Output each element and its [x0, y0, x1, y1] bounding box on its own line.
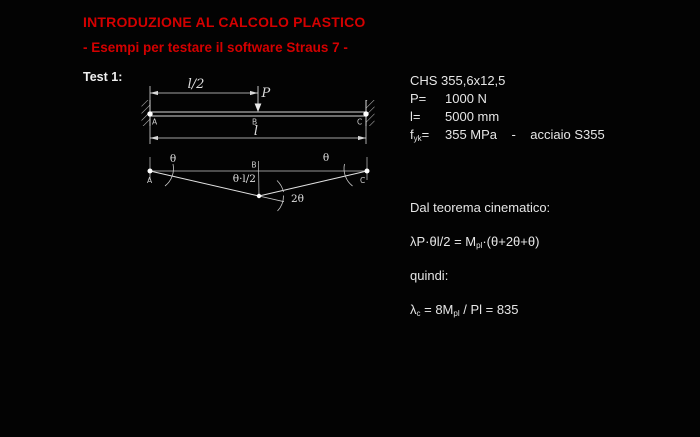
dim-full-arrow-left — [150, 136, 158, 140]
result-tail: / Pl = 835 — [459, 302, 519, 317]
node-b-label: B — [252, 117, 258, 127]
spec-yield-label — [410, 126, 445, 148]
quindi-label: quindi: — [410, 268, 449, 283]
spec-length-label: l= — [410, 109, 421, 124]
mech-b-label: B — [251, 160, 257, 170]
two-theta-label: 2θ — [291, 193, 305, 205]
kinematic-equation — [410, 234, 539, 250]
result-m-subscript: pl — [453, 309, 460, 318]
dim-half-label: l/2 — [187, 77, 205, 92]
mech-extension — [259, 196, 284, 202]
load-label: P — [261, 86, 271, 101]
spec-length-value: 5000 mm — [445, 109, 500, 124]
dim-full-label: l — [253, 124, 259, 139]
spec-yield-value: 355 MPa - acciaio S355 — [445, 127, 605, 142]
spec-yield-symbol: f — [410, 127, 414, 142]
dim-full-arrow-right — [358, 136, 366, 140]
mech-a-dot — [148, 169, 153, 174]
spec-section — [410, 72, 605, 90]
result-lambda-subscript: c — [416, 309, 421, 318]
dim-half-arrow-right — [250, 91, 258, 95]
load-arrowhead — [255, 104, 262, 113]
theta-left-label: θ — [169, 153, 177, 165]
beam-body — [150, 112, 366, 116]
mech-c-dot — [365, 169, 370, 174]
two-theta-arc-lower — [278, 196, 284, 212]
spec-yield — [410, 126, 605, 148]
test-label: Test 1: — [83, 70, 123, 84]
mech-c-label: C — [360, 176, 366, 185]
equation-m-subscript: pl — [476, 241, 483, 250]
spec-length — [410, 108, 605, 126]
mech-b-vertical — [259, 161, 260, 196]
result-equation — [410, 302, 519, 318]
spec-load-value: 1000 N — [445, 91, 487, 106]
slide-title: INTRODUZIONE AL CALCOLO PLASTICO — [83, 14, 366, 30]
spec-section-text: CHS 355,6x12,5 — [410, 73, 506, 88]
equation-lhs: λP·θl/2 = M — [410, 234, 477, 249]
specs-block — [410, 72, 605, 148]
node-a-label: A — [152, 117, 158, 127]
kinematic-intro: Dal teorema cinematico: — [410, 200, 551, 215]
theta-right-label: θ — [322, 152, 330, 164]
result-lambda: λ — [410, 302, 417, 317]
spec-load — [410, 90, 605, 108]
spec-yield-subscript: yk — [413, 134, 422, 143]
result-mid: = 8M — [420, 302, 454, 317]
dim-half-arrow-left — [150, 91, 158, 95]
slide-subtitle: - Esempi per testare il software Straus 7 - — [83, 40, 348, 55]
node-c-dot — [363, 111, 368, 116]
mechanism-figure — [148, 157, 370, 211]
equation-rhs: ·(θ+2θ+θ) — [482, 234, 540, 249]
node-c-label: C — [357, 117, 363, 127]
mech-right-segment — [259, 171, 367, 196]
mech-hinge-dot — [257, 194, 261, 198]
node-a-dot — [147, 111, 152, 116]
mech-a-label: A — [147, 176, 153, 185]
spec-yield-equals: = — [421, 127, 430, 142]
spec-load-label: P= — [410, 91, 427, 106]
disp-label: θ·l/2 — [232, 173, 256, 185]
